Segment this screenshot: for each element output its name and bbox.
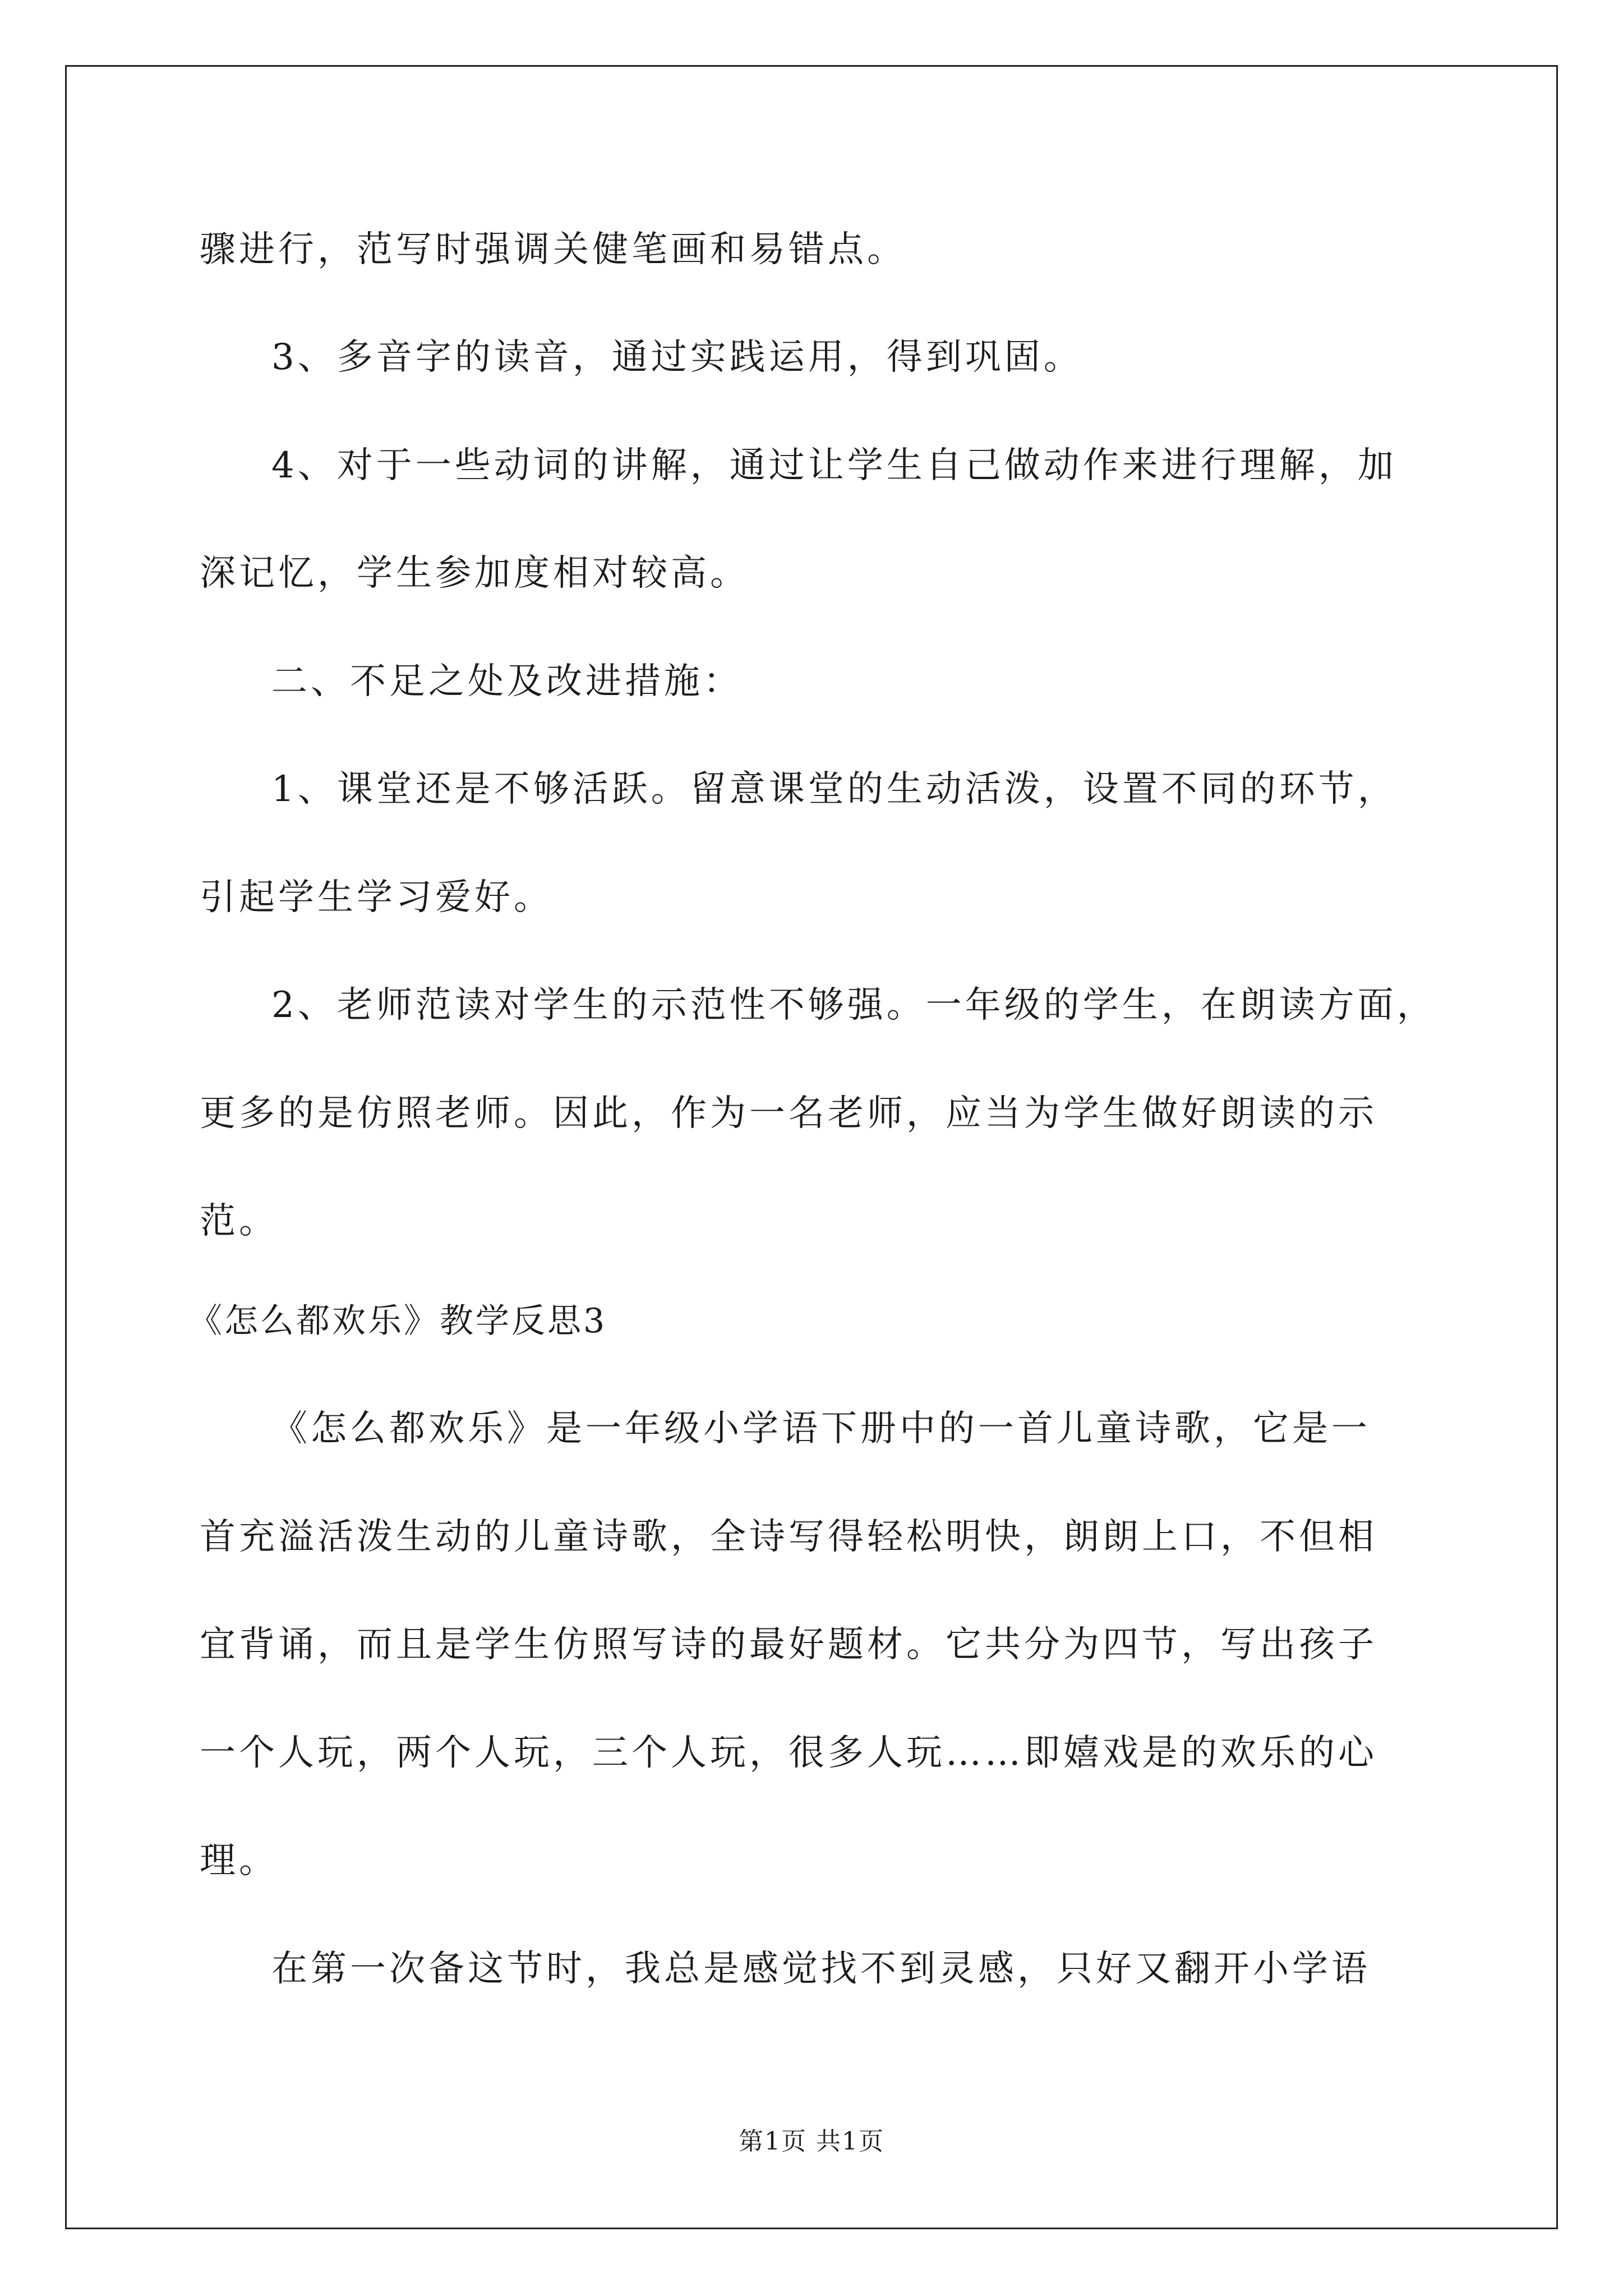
text-line: 骤进行，范写时强调关健笔画和易错点。	[200, 229, 906, 270]
article-title: 《怎么都欢乐》教学反思3	[188, 1301, 607, 1341]
page-number-footer: 第1页 共1页	[739, 2127, 884, 2156]
text-line: 在第一次备这节时，我总是感觉找不到灵感，只好又翻开小学语	[271, 1948, 1371, 1990]
section-heading: 二、不足之处及改进措施：	[271, 661, 743, 702]
text-line: 1、课堂还是不够活跃。留意课堂的生动活泼，设置不同的环节，	[271, 769, 1397, 810]
text-line: 更多的是仿照老师。因此，作为一名老师，应当为学生做好朗读的示	[200, 1093, 1377, 1134]
text-line: 理。	[200, 1840, 278, 1881]
text-line: 引起学生学习爱好。	[200, 877, 553, 918]
text-line: 范。	[200, 1200, 278, 1242]
text-line: 2、老师范读对学生的示范性不够强。一年级的学生，在朗读方面，	[271, 984, 1436, 1026]
text-line: 深记忆，学生参加度相对较高。	[200, 553, 749, 594]
page-border	[65, 65, 1558, 2229]
text-line: 首充溢活泼生动的儿童诗歌，全诗写得轻松明快，朗朗上口，不但相	[200, 1516, 1377, 1558]
text-line: 《怎么都欢乐》是一年级小学语下册中的一首儿童诗歌，它是一	[271, 1408, 1371, 1450]
text-line: 宜背诵，而且是学生仿照写诗的最好题材。它共分为四节，写出孩子	[200, 1624, 1377, 1665]
text-line: 一个人玩，两个人玩，三个人玩，很多人玩……即嬉戏是的欢乐的心	[200, 1732, 1377, 1774]
text-line: 3、多音字的读音，通过实践运用，得到巩固。	[271, 337, 1083, 378]
text-line: 4、对于一些动词的讲解，通过让学生自己做动作来进行理解，加	[271, 445, 1397, 486]
